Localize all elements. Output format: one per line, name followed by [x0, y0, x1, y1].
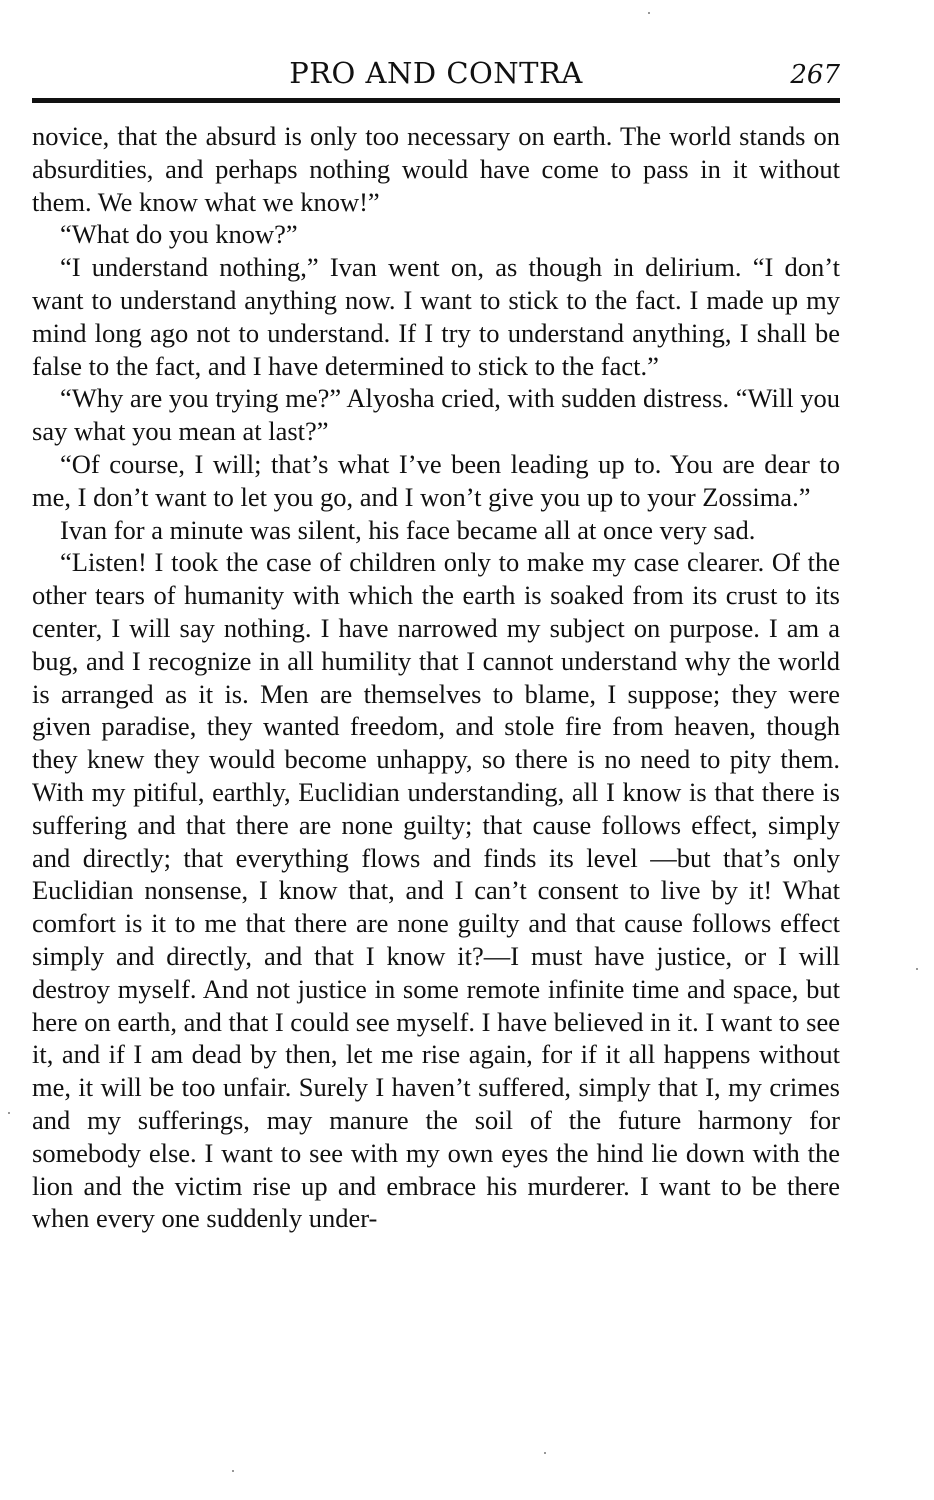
- scan-speck: [232, 1470, 234, 1472]
- paragraph: “Why are you trying me?” Alyosha cried, with sudden distress. “Will you say what you mean at last?”: [32, 383, 840, 447]
- paragraph: “What do you know?”: [60, 219, 298, 250]
- running-title: PRO AND CONTRA: [289, 56, 583, 90]
- paragraph-continued: novice, that the absurd is only too necessary on earth. The world stands on absurdities, and perhaps nothing would have come to pass in it without them. We know what we know!”: [32, 121, 840, 217]
- page-number: 267: [790, 60, 840, 90]
- running-head: [32, 56, 840, 94]
- paragraph: “I understand nothing,” Ivan went on, as though in delirium. “I don’t want to understand anything now. I want to stick to the fact. I made up my mind long ago not to understand. If I try to understand anything, I shall be false to the fact, and I have determined to stick to the fact.”: [32, 252, 840, 381]
- scan-speck: [648, 12, 650, 14]
- paragraph: “Of course, I will; that’s what I’ve been leading up to. You are dear to me, I don’t want to let you go, and I won’t give you up to your Zossima.”: [32, 448, 840, 512]
- header-rule: [32, 98, 840, 103]
- paragraph: Ivan for a minute was silent, his face became all at once very sad.: [60, 514, 756, 545]
- body-text: [32, 120, 840, 1235]
- paragraph: “Listen! I took the case of children only to make my case clearer. Of the other tears of humanity with which the earth is soaked from its crust to its center, I will say nothing. I have narrowed my subject on purpose. I am a bug, and I recognize in all humility that I cannot understand why the world is arranged as it is. Men are themselves to blame, I suppose; they were given paradise, they wanted freedom, and stole fire from heaven, though they knew they would become unhappy, so there is no need to pity them. With my pitiful, earthly, Euclidian understanding, all I know is that there is suffering and that there are none guilty; that cause follows effect, simply and directly; that everything flows and finds its level —but that’s only Euclidian nonsense, I know that, and I can’t consent to live by it! What comfort is it to me that there are none guilty and that cause follows effect simply and directly, and that I know it?—I must have justice, or I will destroy myself. And not justice in some remote infinite time and space, but here on earth, and that I could see myself. I have believed in it. I want to see it, and if I am dead by then, let me rise again, for if it all happens without me, it will be too unfair. Surely I haven’t suffered, simply that I, my crimes and my sufferings, may manure the soil of the future harmony for somebody else. I want to see with my own eyes the hind lie down with the lion and the victim rise up and embrace his murderer. I want to be there when every one suddenly under-: [32, 547, 840, 1234]
- scan-speck: [544, 1452, 546, 1454]
- scan-speck: [8, 1112, 10, 1114]
- scan-speck: [916, 968, 918, 970]
